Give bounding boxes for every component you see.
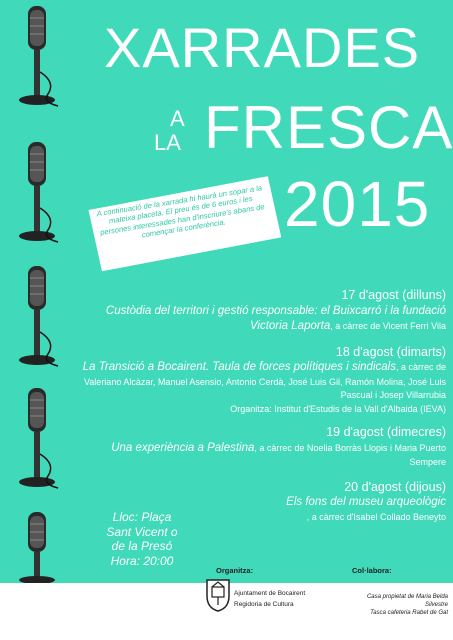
microphone-icon xyxy=(8,2,70,112)
dinner-note xyxy=(84,176,282,273)
organitza-line: Ajuntament de Bocairent xyxy=(234,590,306,597)
venue-line: Sant Vicent o xyxy=(106,524,178,539)
title-small-la: LA xyxy=(154,130,181,155)
event-date: 17 d'agost (dilluns) xyxy=(341,288,446,302)
microphone-icon xyxy=(8,508,70,584)
event-date: 19 d'agost (dimecres) xyxy=(326,424,446,439)
event-speaker: , a càrrec de Noelia Borràs Llopis i Maria Puerto Sempere xyxy=(254,442,446,468)
title-line2: FRESCA xyxy=(204,94,453,161)
event-body xyxy=(80,441,446,470)
note-text: A continuació de la xarrada hi haurà un sopar a la mateixa placeta. El preu és de 6 euros i les persones interessades han d'inscriure's abans de començar la conferència. xyxy=(95,183,266,240)
event-title: Custòdia del territori i gestió responsable: el Buixcarró i la fundació Victoria Laporta xyxy=(105,304,446,333)
microphone-icon xyxy=(8,262,70,372)
organitza-label: Organitza: xyxy=(216,566,254,575)
collabora-label: Col·labora: xyxy=(352,566,392,575)
event-speaker: , a càrrec de Vicent Ferri Vila xyxy=(330,321,446,332)
event-title: Una experiència a Palestina xyxy=(111,441,255,454)
collabora-line: Silvestre xyxy=(424,602,448,608)
venue-line: Lloc: Plaça xyxy=(112,510,172,524)
event-speaker: , a càrrec d'Isabel Collado Beneyto xyxy=(306,511,446,522)
event-date: 20 d'agost (dijous) xyxy=(344,479,446,494)
collabora-line: Casa propietat de Maria Belda xyxy=(366,594,448,600)
town-shield-icon xyxy=(205,578,231,612)
microphone-icon xyxy=(8,138,70,248)
event-item xyxy=(80,425,446,470)
event-title: Els fons del museu arqueològic xyxy=(286,496,446,509)
event-date: 18 d'agost (dimarts) xyxy=(335,344,446,359)
microphone-icon xyxy=(8,384,70,494)
venue-info xyxy=(96,510,188,569)
venue-line: de la Presó xyxy=(111,539,173,554)
event-item xyxy=(80,288,446,335)
title-year: 2015 xyxy=(284,168,431,240)
title-line1: XARRADES xyxy=(104,16,421,79)
collabora-line: Tasca cafeteria Rabet de Gat xyxy=(370,610,448,616)
event-body xyxy=(80,304,446,335)
organitza-line: Regidoria de Cultura xyxy=(234,601,294,608)
venue-time: Hora: 20:00 xyxy=(110,553,174,568)
title-small-a: A xyxy=(170,106,185,131)
event-title: La Transició a Bocairent. Taula de forces polítiques i sindicals xyxy=(82,361,396,374)
event-organizer: Organitza: Institut d'Estudis de la Vall d'Albaida (IEVA) xyxy=(230,403,446,414)
event-body xyxy=(80,360,446,415)
events-list xyxy=(80,288,446,534)
event-speaker: , a càrrec de Valeriano Alcàzar, Manuel Asensio, Antonio Cerdà, José Luis Gil, Ramón Molina, José Luis Pascual i Josep Villarrubia xyxy=(83,362,446,401)
event-item xyxy=(80,345,446,415)
